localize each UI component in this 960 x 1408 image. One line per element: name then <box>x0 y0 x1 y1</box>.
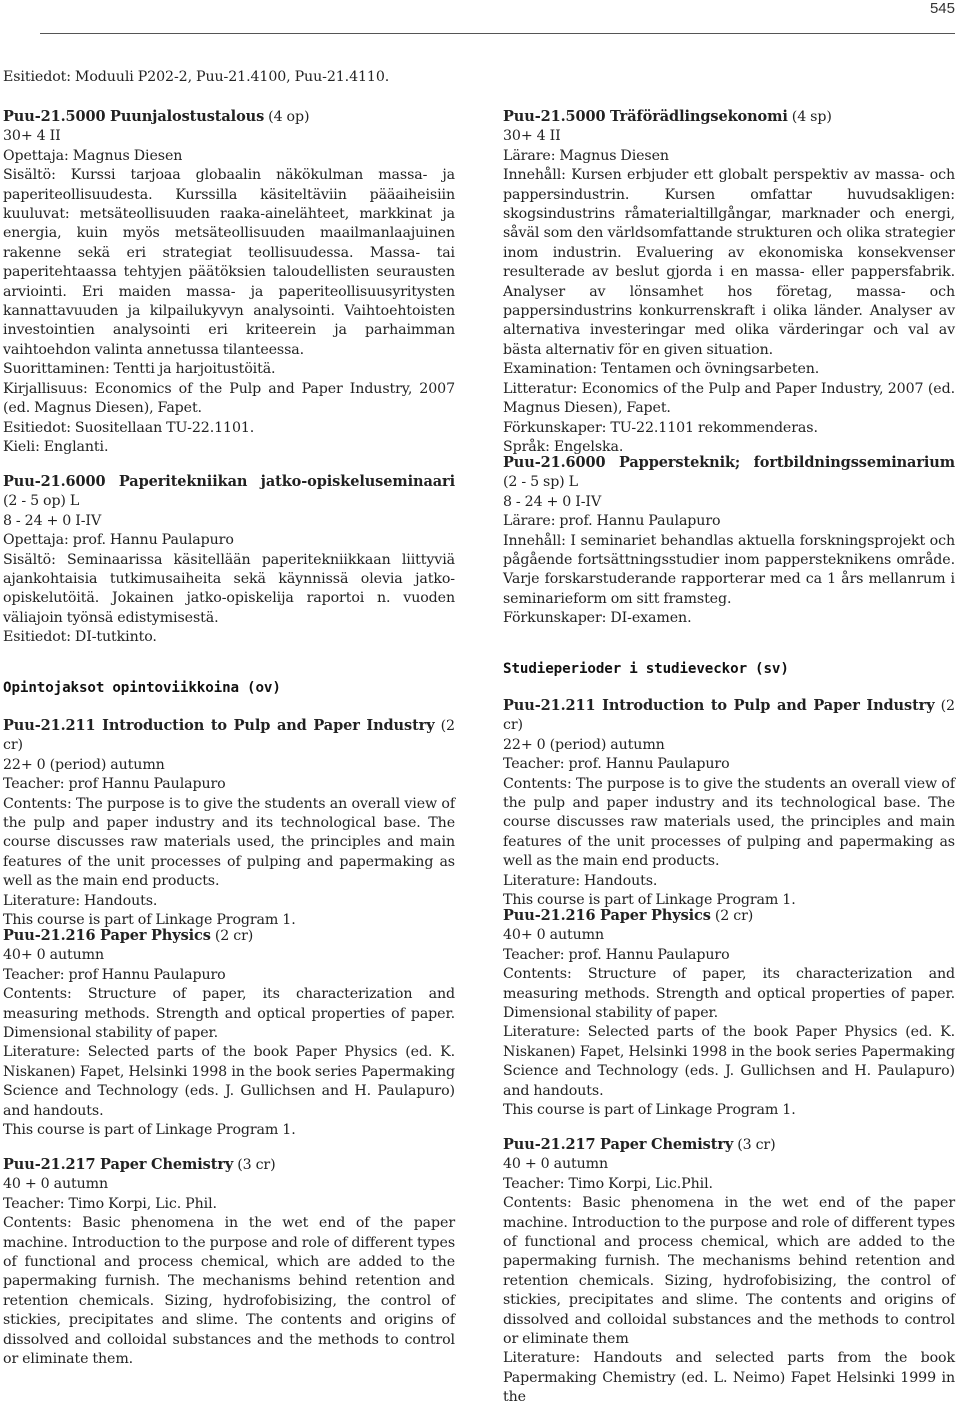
course-code: Puu-21.6000 <box>3 473 106 490</box>
course-line: This course is part of Linkage Program 1. <box>503 1102 796 1119</box>
course-entry <box>503 696 955 910</box>
course-line: 40 + 0 autumn <box>3 1176 109 1193</box>
course-line: Esitiedot: DI-tutkinto. <box>3 629 157 646</box>
course-entry <box>3 472 455 648</box>
course-line: Contents: The purpose is to give the students an overall view of the pulp and paper industry and its technological base. The course discusses raw materials used, the principles and main features of the unit processes of pulping and papermaking as well as the main end products. <box>503 775 955 870</box>
course-credits: (4 op) <box>264 109 310 125</box>
course-code: Puu-21.211 <box>3 717 96 734</box>
course-line: Contents: Structure of paper, its characterization and measuring methods. Strength and optical properties of paper. Dimensional stability of paper. <box>3 986 455 1042</box>
course-line: Teacher: prof. Hannu Paulapuro <box>503 756 730 773</box>
course-heading <box>503 1135 955 1155</box>
course-line: Lärare: Magnus Diesen <box>503 147 669 164</box>
course-heading <box>3 926 455 946</box>
course-line: Suorittaminen: Tentti ja harjoitustöitä. <box>3 361 276 378</box>
course-lines <box>503 1155 955 1407</box>
course-heading <box>503 696 955 736</box>
course-credits: (2 - 5 op) L <box>3 493 80 510</box>
course-line: Sisältö: Kurssi tarjoaa globaalin näkökulman massa- ja paperiteollisuudesta. Kurssilla käsiteltäviin pääaiheisiin kuuluvat: metsäteollisuuden raaka-ainelähteet, markkinat ja energia, kuin myös metsäteollisuuden maailmanlaajuinen rakenne sekä eri strategiat teollisuudessa. Massa- tai paperitehtaassa tehtyjen päätöksien taloudellisten seurausten arviointi. Eri maiden massa- ja paperiteollisuusyritysten kannattavuuden ja kilpailukyvyn analysointi. Vaihtoehtoisten investointien analysointi eri kriteerein ja parhaimman vaihtoehdon valinta annetussa tilanteessa. <box>3 167 455 358</box>
course-code: Puu-21.217 <box>503 1136 596 1153</box>
course-title: Paper Chemistry <box>595 1136 734 1153</box>
course-lines <box>3 1175 455 1369</box>
course-entry <box>3 716 455 930</box>
course-entry <box>3 107 455 457</box>
course-title: Puunjalostustalous <box>105 108 265 125</box>
course-line: 8 - 24 + 0 I-IV <box>3 512 102 529</box>
course-lines <box>503 493 955 629</box>
course-line: Teacher: Timo Korpi, Lic. Phil. <box>3 1195 217 1212</box>
course-line: Opettaja: prof. Hannu Paulapuro <box>3 532 234 549</box>
course-line: This course is part of Linkage Program 1. <box>503 892 796 909</box>
page-number: 545 <box>929 0 955 17</box>
course-line: Förkunskaper: DI-examen. <box>503 610 692 627</box>
course-credits: (4 sp) <box>787 109 832 125</box>
course-heading <box>3 472 455 512</box>
course-lines <box>3 946 455 1140</box>
header-rule <box>40 33 955 34</box>
prereq-text: Esitiedot: Moduuli P202-2, Puu-21.4100, Puu-21.4110. <box>3 69 390 85</box>
course-title: Paper Physics <box>95 927 211 944</box>
course-line: Contents: The purpose is to give the students an overall view of the pulp and paper industry and its technological base. The course discusses raw materials used, the principles and main features of the unit processes of pulping and papermaking as well as the main end products. <box>3 795 455 890</box>
course-heading <box>3 716 455 756</box>
course-credits: (3 cr) <box>733 1137 776 1153</box>
course-line: Contents: Basic phenomena in the wet end of the paper machine. Introduction to the purpose and role of different types of functional and process chemical, which are added to the papermaking furnish. The mechanisms behind retention and retention chemicals. Sizing, hydrofobisizing, the control of stickies, precipitates and slime. The contents and origins of dissolved and colloidal substances and the methods to control or eliminate them <box>503 1195 955 1348</box>
course-credits: (2 cr) <box>210 928 254 944</box>
course-line: 22+ 0 (period) autumn <box>3 756 165 773</box>
course-title: Paper Chemistry <box>95 1156 234 1173</box>
course-line: 40 + 0 autumn <box>503 1156 609 1173</box>
course-code: Puu-21.6000 <box>503 454 606 471</box>
course-title: Träförädlingsekonomi <box>605 108 788 125</box>
course-line: 22+ 0 (period) autumn <box>503 736 665 753</box>
left-prereq-top <box>3 68 455 87</box>
course-code: Puu-21.5000 <box>503 108 606 125</box>
course-entry <box>3 1155 455 1369</box>
course-entry <box>503 906 955 1120</box>
course-lines <box>3 127 455 457</box>
course-line: Språk: Engelska. <box>503 438 624 455</box>
course-lines <box>3 756 455 931</box>
course-line: Teacher: prof. Hannu Paulapuro <box>503 946 730 963</box>
course-line: This course is part of Linkage Program 1. <box>3 912 296 929</box>
course-line: Literature: Handouts. <box>503 872 658 889</box>
course-line: Kieli: Englanti. <box>3 438 109 455</box>
course-line: Esitiedot: Suositellaan TU-22.1101. <box>3 419 255 436</box>
course-heading <box>503 107 955 127</box>
course-title: Introduction to Pulp and Paper Industry <box>595 697 935 714</box>
section-heading: Studieperioder i studieveckor (sv) <box>503 661 789 677</box>
course-line: Literature: Handouts. <box>3 892 158 909</box>
course-title: Paperitekniikan jatko-opiskeluseminaari <box>105 473 455 490</box>
course-line: 30+ 4 II <box>503 128 561 145</box>
course-line: Teacher: Timo Korpi, Lic.Phil. <box>503 1175 713 1192</box>
course-entry <box>503 1135 955 1408</box>
course-heading <box>3 1155 455 1175</box>
course-code: Puu-21.216 <box>503 907 596 924</box>
course-title: Paper Physics <box>595 907 711 924</box>
course-title: Pappersteknik; fortbildningsseminarium <box>605 454 955 471</box>
course-line: Innehåll: Kursen erbjuder ett globalt perspektiv av massa- och pappersindustrin. Kursen omfattar huvudsakligen: skogsindustrins råmaterialtillgångar, marknader och energi, såväl som den världsomfattande strukturen och olika strategier inom industrin. Evaluering av ekonomiska konsekvenser resulterade av beslut gjorda i en massa- eller pappersfabrik. Analyser av lönsamhet hos företag, massa- och pappersindustrins konkurrenskraft i olika länder. Analyser av alternativa investeringar med olika värderingar och val av bästa alternativ för en given situation. <box>503 167 955 358</box>
course-heading <box>503 453 955 493</box>
course-credits: (2 cr) <box>3 718 455 754</box>
course-lines <box>503 127 955 457</box>
course-code: Puu-21.216 <box>3 927 96 944</box>
course-line: Contents: Structure of paper, its characterization and measuring methods. Strength and optical properties of paper. Dimensional stability of paper. <box>503 966 955 1022</box>
course-credits: (2 cr) <box>503 698 955 734</box>
course-lines <box>503 736 955 911</box>
course-credits: (2 - 5 sp) L <box>503 474 578 491</box>
course-line: 30+ 4 II <box>3 128 61 145</box>
course-line: Teacher: prof Hannu Paulapuro <box>3 966 226 983</box>
course-line: Literature: Handouts and selected parts from the book Papermaking Chemistry (ed. L. Neimo) Fapet Helsinki 1999 in the <box>503 1350 955 1406</box>
course-lines <box>503 926 955 1120</box>
course-heading <box>503 906 955 926</box>
course-line: Litteratur: Economics of the Pulp and Paper Industry, 2007 (ed. Magnus Diesen), Fapet. <box>503 380 955 417</box>
course-code: Puu-21.217 <box>3 1156 96 1173</box>
course-line: Teacher: prof Hannu Paulapuro <box>3 776 226 793</box>
course-line: Kirjallisuus: Economics of the Pulp and Paper Industry, 2007 (ed. Magnus Diesen), Fapet. <box>3 380 455 417</box>
course-entry <box>503 107 955 457</box>
course-title: Introduction to Pulp and Paper Industry <box>95 717 435 734</box>
section-heading-left-wrap <box>3 679 455 698</box>
course-line: Contents: Basic phenomena in the wet end of the paper machine. Introduction to the purpose and role of different types of functional and process chemical, which are added to the papermaking furnish. The mechanisms behind retention and retention chemicals. Sizing, hydrofobisizing, the control of stickies, precipitates and slime. The contents and origins of dissolved and colloidal substances and the methods to control or eliminate them. <box>3 1215 455 1368</box>
course-line: Förkunskaper: TU-22.1101 rekommenderas. <box>503 419 818 436</box>
course-credits: (2 cr) <box>710 908 754 924</box>
course-line: Sisältö: Seminaarissa käsitellään paperitekniikkaan liittyviä ajankohtaisia tutkimusaiheita sekä käynnissä olevia jatko-opiskelutöitä. Jokainen jatko-opiskelija raportoi n. vuoden väliajoin työnsä edistymisestä. <box>3 551 455 626</box>
course-line: This course is part of Linkage Program 1. <box>3 1122 296 1139</box>
course-code: Puu-21.5000 <box>3 108 106 125</box>
course-credits: (3 cr) <box>233 1157 276 1173</box>
course-entry <box>503 453 955 629</box>
course-line: Literature: Selected parts of the book Paper Physics (ed. K. Niskanen) Fapet, Helsinki 1998 in the book series Papermaking Science and Technology (eds. J. Gullichsen and H. Paulapuro) and handouts. <box>3 1044 455 1119</box>
section-heading-right-wrap <box>503 660 955 679</box>
course-code: Puu-21.211 <box>503 697 596 714</box>
section-heading: Opintojaksot opintoviikkoina (ov) <box>3 680 281 696</box>
course-lines <box>3 512 455 648</box>
course-line: Opettaja: Magnus Diesen <box>3 147 183 164</box>
course-line: Examination: Tentamen och övningsarbeten. <box>503 361 820 378</box>
course-line: Lärare: prof. Hannu Paulapuro <box>503 513 721 530</box>
course-line: 40+ 0 autumn <box>503 927 605 944</box>
course-line: Innehåll: I seminariet behandlas aktuella forskningsprojekt och pågående fortsättningsstudier inom pappersteknikens område. Varje forskarstuderande rapporterar med ca 1 års mellanrum i seminarieform om sitt framsteg. <box>503 532 955 607</box>
course-entry <box>3 926 455 1140</box>
course-line: 40+ 0 autumn <box>3 947 105 964</box>
course-line: 8 - 24 + 0 I-IV <box>503 493 602 510</box>
course-line: Literature: Selected parts of the book Paper Physics (ed. K. Niskanen) Fapet, Helsinki 1998 in the book series Papermaking Science and Technology (eds. J. Gullichsen and H. Paulapuro) and handouts. <box>503 1024 955 1099</box>
course-heading <box>3 107 455 127</box>
